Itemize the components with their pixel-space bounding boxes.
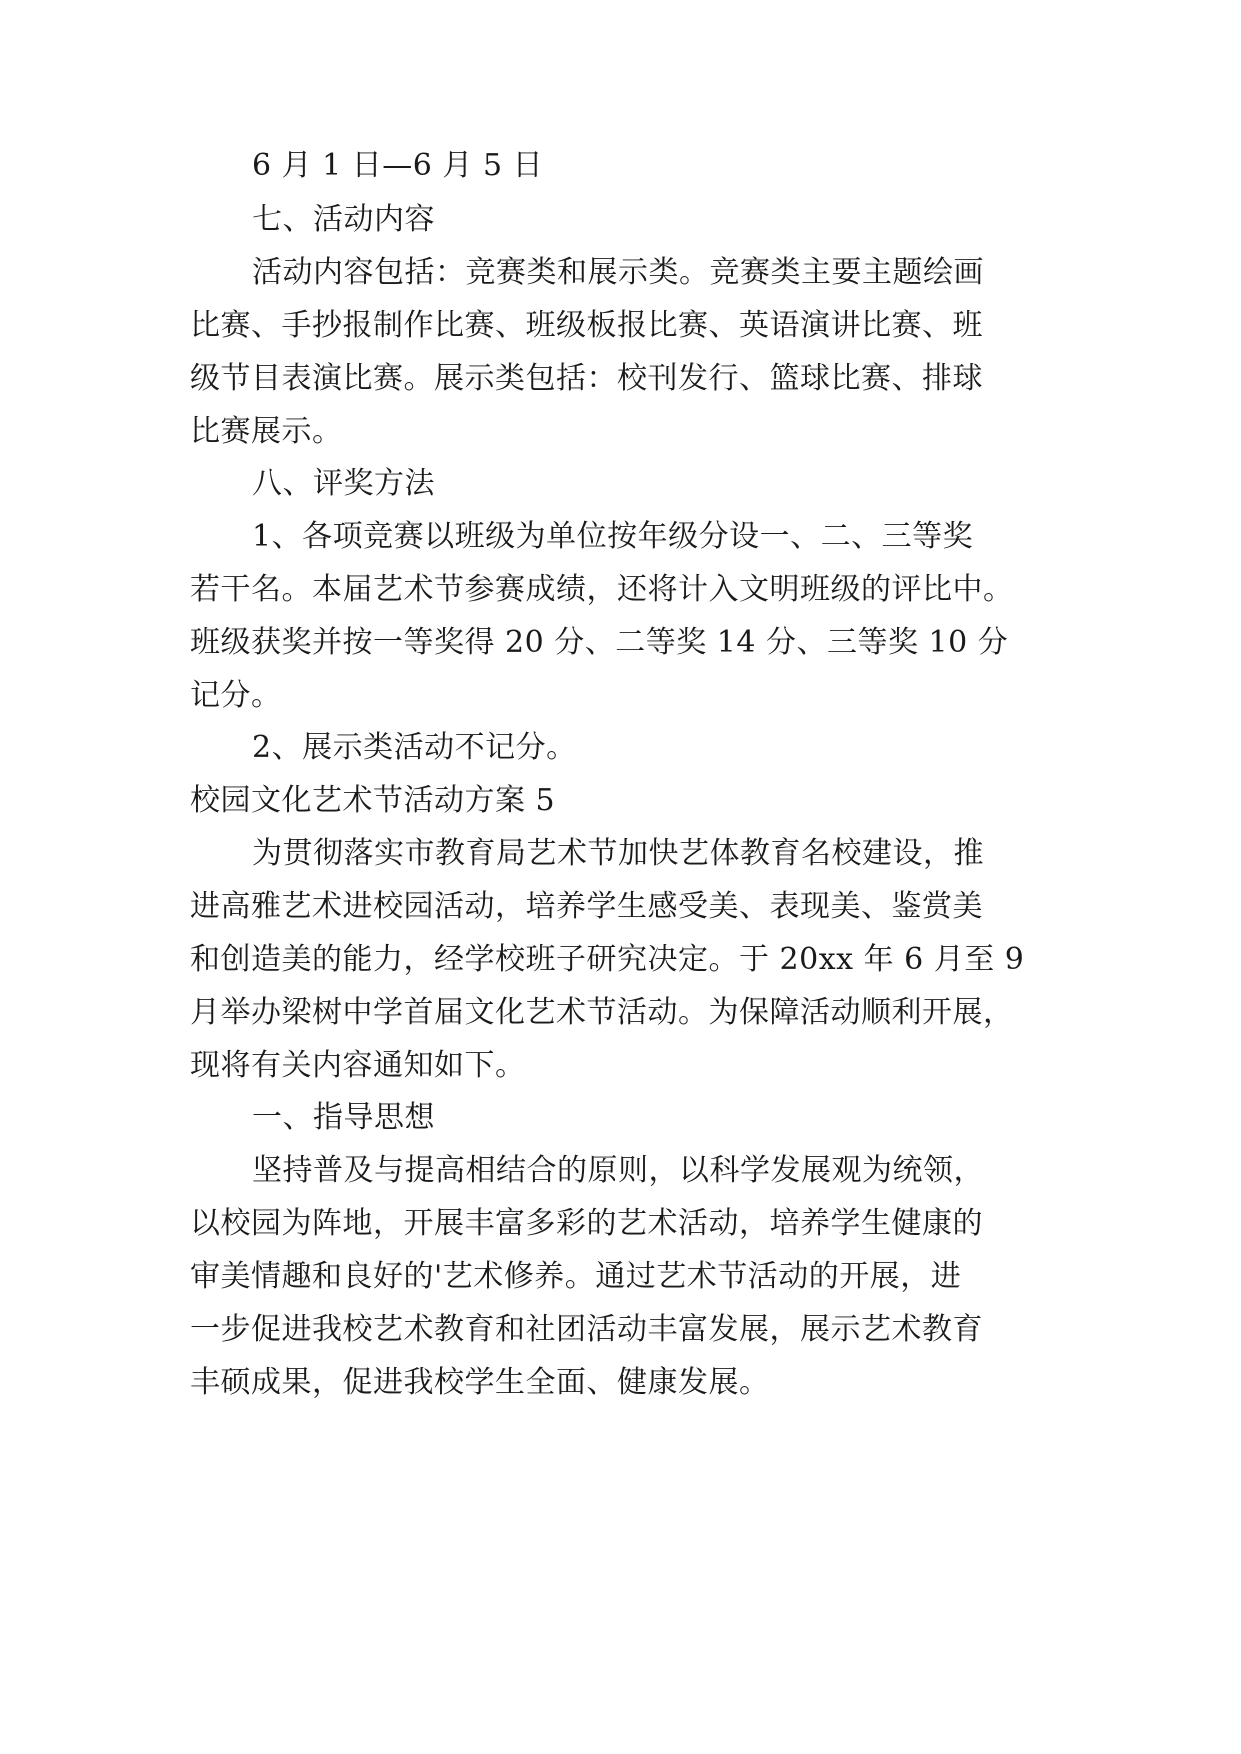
- paragraph-line: 级节目表演比赛。展示类包括：校刊发行、篮球比赛、排球: [190, 361, 983, 396]
- section-heading-award-method: 八、评奖方法: [252, 466, 435, 501]
- paragraph-line: 进高雅艺术进校园活动，培养学生感受美、表现美、鉴赏美: [190, 889, 983, 924]
- paragraph-line: 比赛展示。: [190, 414, 343, 449]
- section-heading-guiding-ideology: 一、指导思想: [252, 1100, 435, 1135]
- section-heading-activity-content: 七、活动内容: [252, 202, 435, 237]
- paragraph-line: 坚持普及与提高相结合的原则，以科学发展观为统领，: [252, 1153, 984, 1188]
- paragraph-line: 月举办梁树中学首届文化艺术节活动。为保障活动顺利开展，: [190, 995, 1014, 1030]
- paragraph-line: 和创造美的能力，经学校班子研究决定。于 20xx 年 6 月至 9: [190, 942, 1025, 977]
- document-title: 校园文化艺术节活动方案 5: [190, 783, 556, 818]
- paragraph-line: 一步促进我校艺术教育和社团活动丰富发展，展示艺术教育: [190, 1312, 983, 1347]
- paragraph-line: 记分。: [190, 678, 282, 713]
- paragraph-line: 为贯彻落实市教育局艺术节加快艺体教育名校建设，推: [252, 836, 984, 871]
- paragraph-line: 若干名。本届艺术节参赛成绩，还将计入文明班级的评比中。: [190, 572, 1014, 607]
- paragraph-line: 比赛、手抄报制作比赛、班级板报比赛、英语演讲比赛、班: [190, 308, 983, 343]
- paragraph-line: 丰硕成果，促进我校学生全面、健康发展。: [190, 1365, 770, 1400]
- paragraph-line: 现将有关内容通知如下。: [190, 1048, 526, 1083]
- paragraph-line: 以校园为阵地，开展丰富多彩的艺术活动，培养学生健康的: [190, 1206, 983, 1241]
- paragraph-line: 1、各项竞赛以班级为单位按年级分设一、二、三等奖: [252, 519, 974, 554]
- paragraph-line: 班级获奖并按一等奖得 20 分、二等奖 14 分、三等奖 10 分: [190, 625, 1009, 660]
- paragraph-line: 审美情趣和良好的'艺术修养。通过艺术节活动的开展，进: [190, 1259, 962, 1294]
- paragraph-line: 2、展示类活动不记分。: [252, 730, 577, 765]
- paragraph-line: 活动内容包括：竞赛类和展示类。竞赛类主要主题绘画: [252, 255, 984, 290]
- date-range-line: 6 月 1 日—6 月 5 日: [252, 148, 544, 183]
